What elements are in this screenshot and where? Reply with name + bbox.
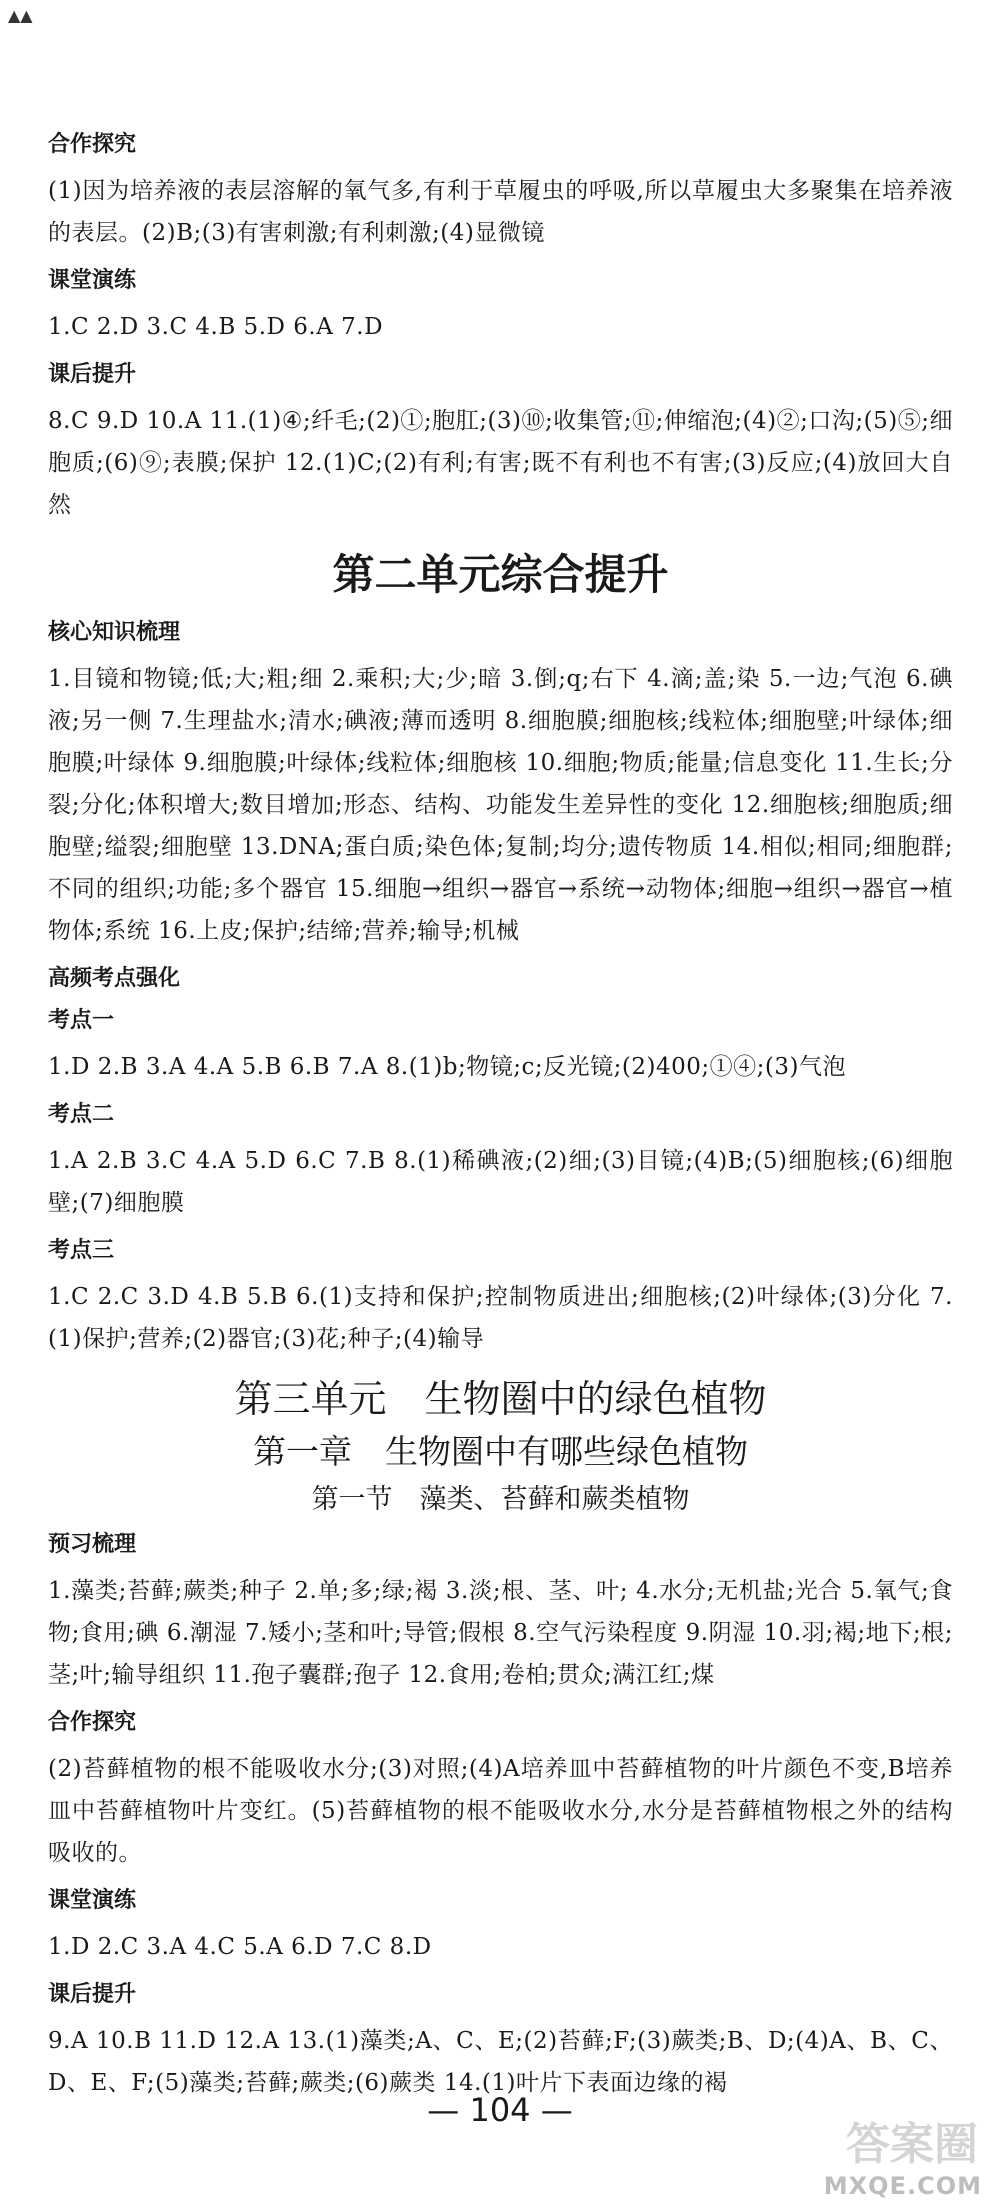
section-heading: 考点三 bbox=[48, 1238, 115, 1263]
answer-paragraph: 1.藻类;苔藓;蕨类;种子 2.单;多;绿;褐 3.淡;根、茎、叶; 4.水分;无机盐;光合 5.氧气;食物;食用;碘 6.潮湿 7.矮小;茎和叶;导管;假根 8.空气污染程度 9.阴湿 10.羽;褐;地下;根;茎;叶;输导组织 11.孢子囊群;孢子 12.食用;卷柏;贯众;满江红;煤 bbox=[48, 1578, 953, 1688]
section-heading: 高频考点强化 bbox=[48, 966, 181, 991]
answer-paragraph: 1.C 2.C 3.D 4.B 5.B 6.(1)支持和保护;控制物质进出;细胞核;(2)叶绿体;(3)分化 7.(1)保护;营养;(2)器官;(3)花;种子;(4)输导 bbox=[48, 1284, 953, 1352]
watermark-mark: 答案圈 bbox=[846, 2119, 978, 2170]
section-heading: 课堂演练 bbox=[48, 1888, 137, 1913]
section-heading: 预习梳理 bbox=[48, 1532, 137, 1557]
page-number: — 104 — bbox=[427, 2091, 573, 2129]
unit-heading: 第三单元 生物圈中的绿色植物 bbox=[234, 1377, 767, 1421]
unit-title: 第二单元综合提升 bbox=[332, 550, 669, 599]
section-title: 第一节 藻类、苔藓和蕨类植物 bbox=[311, 1484, 690, 1515]
watermark-logo bbox=[782, 2120, 982, 2200]
section-heading: 合作探究 bbox=[48, 132, 137, 157]
answer-paragraph: 1.D 2.C 3.A 4.C 5.A 6.D 7.C 8.D bbox=[48, 1934, 432, 1960]
corner-mark: ▲▲ bbox=[8, 6, 33, 25]
answer-paragraph: (1)因为培养液的表层溶解的氧气多,有利于草履虫的呼吸,所以草履虫大多聚集在培养液的表层。(2)B;(3)有害刺激;有利刺激;(4)显微镜 bbox=[48, 178, 953, 246]
section-heading: 课堂演练 bbox=[48, 268, 137, 293]
watermark-url: MXQE.COM bbox=[823, 2172, 982, 2200]
chapter-heading: 第一章 生物圈中有哪些绿色植物 bbox=[253, 1432, 748, 1471]
answer-paragraph: 1.A 2.B 3.C 4.A 5.D 6.C 7.B 8.(1)稀碘液;(2)细;(3)目镜;(4)B;(5)细胞核;(6)细胞壁;(7)细胞膜 bbox=[48, 1148, 953, 1216]
section-heading: 考点一 bbox=[48, 1008, 115, 1033]
section-heading: 核心知识梳理 bbox=[48, 620, 181, 645]
answer-paragraph: (2)苔藓植物的根不能吸收水分;(3)对照;(4)A培养皿中苔藓植物的叶片颜色不变,B培养皿中苔藓植物叶片变红。(5)苔藓植物的根不能吸收水分,水分是苔藓植物根之外的结构吸收的。 bbox=[48, 1756, 953, 1866]
answer-paragraph: 1.目镜和物镜;低;大;粗;细 2.乘积;大;少;暗 3.倒;q;右下 4.滴;盖;染 5.一边;气泡 6.碘液;另一侧 7.生理盐水;清水;碘液;薄而透明 8.细胞膜;细胞核;线粒体;细胞壁;叶绿体;细胞膜;叶绿体 9.细胞膜;叶绿体;线粒体;细胞核 10.细胞;物质;能量;信息变化 11.生长;分裂;分化;体积增大;数目增加;形态、结构、功能发生差异性的变化 12.细胞核;细胞质;细胞壁;缢裂;细胞壁 13.DNA;蛋白质;染色体;复制;均分;遗传物质 14.相似;相同;细胞群;不同的组织;功能;多个器官 15.细胞→组织→器官→系统→动物体;细胞→组织→器官→植物体;系统 16.上皮;保护;结缔;营养;输导;机械 bbox=[48, 666, 953, 944]
answer-paragraph: 9.A 10.B 11.D 12.A 13.(1)藻类;A、C、E;(2)苔藓;F;(3)蕨类;B、D;(4)A、B、C、D、E、F;(5)藻类;苔藓;蕨类;(6)蕨类 14.(1)叶片下表面边缘的褐 bbox=[48, 2028, 953, 2096]
answer-paragraph: 1.D 2.B 3.A 4.A 5.B 6.B 7.A 8.(1)b;物镜;c;反光镜;(2)400;①④;(3)气泡 bbox=[48, 1054, 846, 1080]
section-heading: 合作探究 bbox=[48, 1710, 137, 1735]
answer-paragraph: 8.C 9.D 10.A 11.(1)④;纤毛;(2)①;胞肛;(3)⑩;收集管;⑪;伸缩泡;(4)②;口沟;(5)⑤;细胞质;(6)⑨;表膜;保护 12.(1)C;(2)有利;有害;既不有利也不有害;(3)反应;(4)放回大自然 bbox=[48, 408, 953, 518]
section-heading: 课后提升 bbox=[48, 362, 137, 387]
section-heading: 考点二 bbox=[48, 1102, 115, 1127]
document-content bbox=[48, 118, 953, 2104]
answer-paragraph: 1.C 2.D 3.C 4.B 5.D 6.A 7.D bbox=[48, 314, 384, 340]
section-heading: 课后提升 bbox=[48, 1982, 137, 2007]
